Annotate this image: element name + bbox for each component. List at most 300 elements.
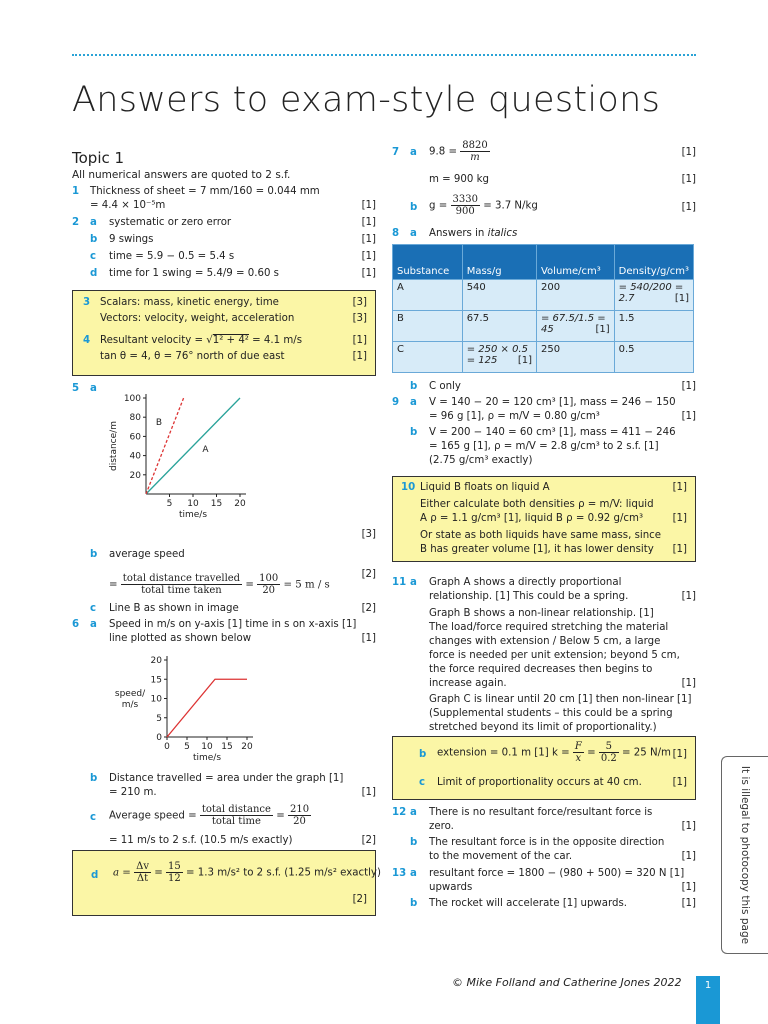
- x-tick-label: 15: [210, 499, 223, 509]
- q10-mark3: [1]: [672, 544, 687, 555]
- q8b-mark: [1]: [681, 381, 696, 392]
- q13b-row: [392, 897, 696, 911]
- q6d-a: a =: [113, 867, 131, 879]
- y-tick-label: 40: [129, 451, 141, 462]
- table-row: [393, 311, 694, 342]
- q11b-mark: [1]: [672, 749, 687, 760]
- q10-mark2: [1]: [672, 513, 687, 524]
- q10-row4: [401, 529, 687, 543]
- q9a-letter: a: [410, 397, 417, 408]
- q11b-equation: [437, 741, 671, 764]
- q11b-eq: =: [587, 747, 596, 759]
- q6d-frac-den: Δt: [136, 873, 149, 884]
- table-cell-value: = 540/200 = 2.7: [618, 282, 684, 304]
- q5b-equation-row: [72, 565, 376, 595]
- q11a-row7: [392, 677, 696, 691]
- q5b-frac-num: total distance travelled: [122, 573, 241, 584]
- q12-q13-block: [392, 806, 696, 911]
- q12b-text2: to the movement of the car.: [429, 851, 573, 862]
- table-cell-value: = 67.5/1.5 = 45: [540, 313, 606, 335]
- q11a-row10: [392, 721, 696, 735]
- q5-number: 5: [72, 383, 80, 394]
- y-tick-label: 100: [123, 394, 141, 404]
- q8b-row: [392, 380, 696, 394]
- table-cell-mark: [1]: [517, 355, 532, 366]
- q2b-row: [72, 233, 376, 247]
- q6c-equation: [109, 804, 311, 827]
- q9b-row3: [392, 454, 696, 468]
- table-cell-mark: [1]: [674, 293, 689, 304]
- q11a-block: [392, 576, 696, 735]
- q1-text2: = 4.4 × 10⁻⁵m: [90, 200, 166, 211]
- q7b-fraction: [451, 194, 480, 217]
- q6-number: 6: [72, 619, 80, 630]
- q11b-fraction2: [599, 741, 619, 764]
- table-cell: 200: [536, 280, 614, 311]
- q10-text1: Liquid B floats on liquid A: [420, 482, 550, 493]
- q9b-text1: V = 200 − 140 = 60 cm³ [1], mass = 411 − 246: [429, 427, 676, 438]
- q3-q4-box: [72, 290, 376, 376]
- q4-root: 1² + 4²: [212, 335, 249, 346]
- table-header: Volume/cm³: [536, 245, 614, 280]
- page-number: 1: [696, 976, 720, 1024]
- q5b-frac2-den: 20: [262, 585, 276, 596]
- q6b-row2: [72, 786, 376, 800]
- q10-row2: [401, 498, 687, 512]
- q12a-mark: [1]: [681, 821, 696, 832]
- q6d-letter: d: [91, 870, 99, 881]
- y-tick-label: 80: [129, 413, 141, 424]
- q9a-row: [392, 396, 696, 410]
- q11a-text: changes with extension / Below 5 cm, a large: [429, 636, 661, 647]
- q7b-equation: [429, 194, 538, 217]
- q5a-mark: [3]: [361, 529, 376, 540]
- q5c-row: [72, 602, 376, 616]
- distance-time-chart: [102, 390, 252, 522]
- q2d-row: [72, 267, 376, 281]
- y-tick-label: 10: [150, 694, 162, 705]
- q11a-text: force is needed per unit extension; beyond 5 cm,: [429, 650, 680, 661]
- q12b-mark: [1]: [681, 851, 696, 862]
- q11a-row1: [392, 590, 696, 604]
- q5b-mark: [2]: [361, 569, 376, 580]
- q7b-post: = 3.7 N/kg: [483, 200, 538, 212]
- y-tick-label: 20: [129, 470, 141, 481]
- y-tick-label: 20: [150, 656, 162, 666]
- speed-time-chart: [102, 652, 272, 770]
- q12b-text1: The resultant force is in the opposite direction: [429, 837, 665, 848]
- q1-number: 1: [72, 186, 80, 197]
- q11b-f1-den: x: [575, 753, 582, 764]
- q11c-mark: [1]: [672, 777, 687, 788]
- q2c-mark: [1]: [361, 251, 376, 262]
- side-tab: [721, 756, 768, 954]
- series-line-b: [146, 398, 184, 494]
- table-row: [393, 280, 694, 311]
- q6b-row: [72, 772, 376, 786]
- q7b-row: [392, 192, 696, 224]
- q12a-row: [392, 806, 696, 820]
- q6d-equation: [113, 861, 381, 884]
- q2c-text: time = 5.9 − 0.5 = 5.4 s: [109, 251, 235, 262]
- table-cell: 67.5: [462, 311, 536, 342]
- q7b-frac-den: 900: [455, 206, 475, 217]
- q7a-mark2: [1]: [681, 174, 696, 185]
- q12-number: 12: [392, 807, 407, 818]
- q11a-text: Graph B shows a non-linear relationship. [1]: [429, 608, 654, 619]
- q5b-equation: [109, 573, 330, 596]
- table-header: Mass/g: [462, 245, 536, 280]
- q11a-text: relationship. [1] This could be a spring.: [429, 591, 629, 602]
- q11a-letter: a: [410, 577, 417, 588]
- x-tick-label: 15: [221, 742, 233, 752]
- q10-text2: Either calculate both densities ρ = m/V: liquid: [420, 499, 654, 510]
- q6a-row: [72, 618, 376, 632]
- left-column: [72, 148, 376, 281]
- q13a-text2: upwards: [429, 882, 473, 893]
- q7b-letter: b: [410, 202, 418, 213]
- q8-number: 8: [392, 228, 400, 239]
- q9b-text2: = 165 g [1], ρ = m/V = 2.8 g/cm³ to 2 s.f. [1]: [429, 441, 659, 452]
- q2c-letter: c: [90, 251, 97, 262]
- q2a-letter: a: [90, 217, 97, 228]
- x-tick-label: 20: [241, 742, 253, 752]
- series-label: A: [202, 444, 209, 455]
- series-line-a: [146, 398, 240, 494]
- q6d-fraction: [134, 861, 151, 884]
- sqrt-symbol: √: [206, 335, 213, 346]
- q11b-pre: extension = 0.1 m [1] k =: [437, 747, 570, 759]
- q4-pre: Resultant velocity =: [100, 335, 203, 346]
- q1-text: Thickness of sheet = 7 mm/160 = 0.044 mm: [90, 186, 320, 197]
- q6d-mark: [2]: [352, 894, 367, 905]
- q5c-mark: [2]: [361, 603, 376, 614]
- q4-number: 4: [83, 335, 91, 346]
- q9b-row: [392, 426, 696, 440]
- q4-text1: [100, 334, 302, 348]
- y-axis-label: distance/m: [109, 421, 119, 471]
- q11c-text: Limit of proportionality occurs at 40 cm.: [437, 777, 642, 788]
- q6b-letter: b: [90, 773, 98, 784]
- q11b-letter: b: [419, 749, 427, 760]
- table-cell: C: [393, 342, 463, 373]
- q9b-row2: [392, 440, 696, 454]
- q6a-row2: [72, 632, 376, 646]
- q2d-text: time for 1 swing = 5.4/9 = 0.60 s: [109, 268, 279, 279]
- q13b-letter: b: [410, 898, 418, 909]
- q2c-row: [72, 250, 376, 264]
- x-axis-label: time/s: [192, 753, 222, 763]
- q12b-letter: b: [410, 837, 418, 848]
- q6c-frac-den: total time: [211, 816, 261, 827]
- q6d-box: [72, 850, 381, 916]
- q2a-text: systematic or zero error: [109, 217, 232, 228]
- q11a-row5: [392, 649, 696, 663]
- q10-text5: B has greater volume [1], it has lower density: [420, 544, 654, 555]
- q2b-mark: [1]: [361, 234, 376, 245]
- series-label: B: [155, 417, 163, 428]
- q5-rest: [72, 528, 376, 646]
- q12b-row: [392, 836, 696, 850]
- q13a-mark: [1]: [681, 882, 696, 893]
- q5c-text: Line B as shown in image: [109, 603, 239, 614]
- q7b-frac-num: 3330: [452, 194, 478, 205]
- q9a-text2: = 96 g [1], ρ = m/V = 0.80 g/cm³: [429, 411, 600, 422]
- q11a-mark1: [1]: [681, 591, 696, 602]
- table-cell: 1.5: [614, 311, 693, 342]
- q11a-row9: [392, 707, 696, 721]
- q13b-text: The rocket will accelerate [1] upwards.: [429, 898, 628, 909]
- q9b-text3: (2.75 g/cm³ exactly): [429, 455, 533, 466]
- q7a-row2: [392, 173, 696, 187]
- y-axis-label: speed/: [114, 689, 146, 699]
- q5b-row: [72, 548, 376, 562]
- table-cell: A: [393, 280, 463, 311]
- density-table: [392, 244, 694, 373]
- q10-mark1: [1]: [672, 482, 687, 493]
- q11a-row6: [392, 663, 696, 677]
- x-tick-label: 5: [166, 499, 173, 509]
- q11b-fraction: [573, 741, 584, 764]
- topic-intro: All numerical answers are quoted to 2 s.f.: [72, 169, 291, 181]
- right-column: [392, 140, 696, 241]
- q2b-letter: b: [90, 234, 98, 245]
- q8a-italic: italics: [487, 228, 518, 239]
- q6c-row2: [72, 834, 376, 848]
- q8a-letter: a: [410, 228, 417, 239]
- q5b-eq: =: [109, 579, 118, 591]
- q4-mark1: [1]: [352, 335, 367, 346]
- q6c-frac2-den: 20: [293, 816, 306, 827]
- q6c-frac2-num: 210: [290, 804, 310, 815]
- q8b-letter: b: [410, 381, 418, 392]
- q13a-row: [392, 867, 696, 881]
- copyright: © Mike Folland and Catherine Jones 2022: [452, 976, 682, 989]
- q12b-row2: [392, 850, 696, 864]
- q3-number: 3: [83, 297, 91, 308]
- q11a-text: Graph C is linear until 20 cm [1] then non-linear [1]: [429, 694, 692, 705]
- y-axis-label: m/s: [121, 700, 139, 710]
- q6c-fraction: [200, 804, 273, 827]
- q6b-text1: Distance travelled = area under the graph [1]: [109, 773, 344, 784]
- q7a-frac-den: m: [470, 152, 480, 163]
- q5b-letter: b: [90, 549, 98, 560]
- q4-row1: [83, 334, 367, 348]
- dotted-rule: [72, 54, 696, 56]
- q13a-row2: [392, 881, 696, 895]
- q8b-q9-block: [392, 380, 696, 468]
- q6b-mark: [1]: [361, 787, 376, 798]
- x-tick-label: 5: [184, 742, 190, 752]
- table-cell: [536, 311, 614, 342]
- q6c-frac-num: total distance: [201, 804, 271, 815]
- q7-number: 7: [392, 147, 400, 158]
- q11b-post: = 25 N/m: [622, 747, 671, 759]
- q7a-letter: a: [410, 147, 417, 158]
- q6d-frac2-den: 12: [168, 873, 181, 884]
- q6b-text2: = 210 m.: [109, 787, 157, 798]
- q13a-text1: resultant force = 1800 − (980 + 500) = 320 N [1]: [429, 868, 685, 879]
- q8a-pre: Answers in: [429, 228, 485, 239]
- q6c-eq: =: [276, 810, 285, 822]
- q7a-equation: [429, 140, 490, 163]
- q8a-text: [429, 227, 517, 241]
- q6d-frac2-num: 15: [168, 861, 181, 872]
- q11a-row2: [392, 607, 696, 621]
- q1-row: [72, 185, 376, 199]
- q2a-mark: [1]: [361, 217, 376, 228]
- q10-row1: [401, 481, 687, 495]
- q11-number: 11: [392, 577, 407, 588]
- q2-number: 2: [72, 217, 80, 228]
- q3-mark2: [3]: [352, 313, 367, 324]
- q12a-text1: There is no resultant force/resultant force is: [429, 807, 653, 818]
- q5b-fraction: [121, 573, 242, 596]
- q7a-fraction: [460, 140, 489, 163]
- q9-number: 9: [392, 397, 400, 408]
- q10-text3: A ρ = 1.1 g/cm³ [1], liquid B ρ = 0.92 g/cm³: [420, 513, 644, 524]
- q11c-letter: c: [419, 777, 426, 788]
- q5b-frac2-num: 100: [259, 573, 279, 584]
- q2a-row: [72, 216, 376, 230]
- q6c-text2: = 11 m/s to 2 s.f. (10.5 m/s exactly): [109, 835, 293, 846]
- q4-post: = 4.1 m/s: [252, 335, 303, 346]
- q11b-f2-den: 0.2: [600, 753, 617, 764]
- q1-mark: [1]: [361, 200, 376, 211]
- q5b-text: average speed: [109, 549, 185, 560]
- table-header: Density/g/cm³: [614, 245, 693, 280]
- q7a-row: [392, 140, 696, 172]
- q8b-text: C only: [429, 381, 461, 392]
- q12a-letter: a: [410, 807, 417, 818]
- q6d-frac-num: Δv: [136, 861, 149, 872]
- q11a-row0: [392, 576, 696, 590]
- q7b-mark: [1]: [681, 202, 696, 213]
- table-cell: [462, 342, 536, 373]
- q6a-text2: line plotted as shown below: [109, 633, 252, 644]
- table-cell-mark: [1]: [595, 324, 610, 335]
- q5b-result: = 5 m / s: [283, 579, 330, 591]
- q3-row2: [83, 312, 367, 326]
- q7a-text2: m = 900 kg: [429, 174, 489, 185]
- q11b-f1-num: F: [574, 741, 582, 752]
- q11a-text: Graph A shows a directly proportional: [429, 577, 622, 588]
- q2d-mark: [1]: [361, 268, 376, 279]
- q4-text2: tan θ = 4, θ = 76° north of due east: [100, 351, 285, 362]
- q11a-text: stretched beyond its limit of proportionality.): [429, 722, 657, 733]
- q3-row1: [83, 296, 367, 310]
- q6c-pre: Average speed =: [109, 810, 197, 822]
- q9a-mark: [1]: [681, 411, 696, 422]
- q10-row3: [401, 512, 687, 526]
- q2d-letter: d: [90, 268, 98, 279]
- y-tick-label: 5: [156, 713, 162, 724]
- table-cell: 540: [462, 280, 536, 311]
- q7a-mark: [1]: [681, 147, 696, 158]
- q13b-mark: [1]: [681, 898, 696, 909]
- q8a-row: [392, 227, 696, 241]
- q6c-mark: [2]: [361, 835, 376, 846]
- q10-row5: [401, 543, 687, 557]
- q11a-text: (Supplemental students – this could be a spring: [429, 708, 673, 719]
- q11b-f2-num: 5: [599, 741, 619, 753]
- side-tab-text: It is illegal to photocopy this page: [739, 765, 751, 945]
- q9a-text1: V = 140 − 20 = 120 cm³ [1], mass = 246 − 150: [429, 397, 676, 408]
- table-cell: [614, 280, 693, 311]
- q10-box: [392, 476, 696, 562]
- q3-text2: Vectors: velocity, weight, acceleration: [100, 313, 295, 324]
- q6d-fraction2: [166, 861, 183, 884]
- x-tick-label: 10: [187, 499, 199, 509]
- q7a-frac-num: 8820: [462, 140, 488, 151]
- q12a-row2: [392, 820, 696, 834]
- y-tick-label: 0: [156, 733, 162, 743]
- q10-number: 10: [401, 482, 416, 493]
- table-row: [393, 342, 694, 373]
- x-tick-label: 0: [164, 742, 170, 752]
- q5a-letter: a: [90, 383, 97, 394]
- q6c-row: [72, 802, 376, 832]
- q11a-text: The load/force required stretching the material: [429, 622, 669, 633]
- y-tick-label: 60: [129, 432, 141, 443]
- q6-rest: [72, 772, 376, 848]
- q1-row2: [72, 199, 376, 213]
- table-header-row: [393, 245, 694, 280]
- q10-text4: Or state as both liquids have same mass, since: [420, 530, 662, 541]
- q11a-row3: [392, 621, 696, 635]
- series-line-speed: [167, 679, 247, 737]
- q6a-letter: a: [90, 619, 97, 630]
- q4-mark2: [1]: [352, 351, 367, 362]
- q6c-fraction2: [288, 804, 311, 827]
- q3-mark1: [3]: [352, 297, 367, 308]
- q2b-text: 9 swings: [109, 234, 154, 245]
- q13-number: 13: [392, 868, 407, 879]
- q6c-letter: c: [90, 812, 97, 823]
- table-cell-value: = 250 × 0.5 = 125: [466, 344, 528, 366]
- q4-row2: [83, 350, 367, 364]
- q5c-letter: c: [90, 603, 97, 614]
- q13a-letter: a: [410, 868, 417, 879]
- q11a-text: increase again.: [429, 678, 507, 689]
- q6d-eq: =: [154, 867, 163, 879]
- q9a-row2: [392, 410, 696, 424]
- topic-heading: Topic 1: [72, 149, 125, 167]
- q11a-row4: [392, 635, 696, 649]
- q11bc-box: [392, 736, 696, 800]
- q5a-mark-row: [72, 528, 376, 542]
- x-tick-label: 20: [234, 499, 246, 509]
- q7a-pre: 9.8 =: [429, 146, 457, 158]
- q12a-text2: zero.: [429, 821, 454, 832]
- q11a-text: the force required decreases then begins to: [429, 664, 653, 675]
- q7b-pre: g =: [429, 200, 448, 212]
- q6a-mark: [1]: [361, 633, 376, 644]
- q11a-mark2: [1]: [681, 678, 696, 689]
- q5b-eq2: =: [245, 579, 254, 591]
- q11a-row8: [392, 693, 696, 707]
- table-cell: B: [393, 311, 463, 342]
- q6d-post: = 1.3 m/s² to 2 s.f. (1.25 m/s² exactly): [186, 867, 381, 879]
- q6a-text1: Speed in m/s on y-axis [1] time in s on x-axis [1]: [109, 619, 357, 630]
- page-title: Answers to exam-style questions: [72, 80, 661, 120]
- y-tick-label: 15: [150, 675, 162, 686]
- q3-text1: Scalars: mass, kinetic energy, time: [100, 297, 279, 308]
- x-axis-label: time/s: [178, 510, 208, 520]
- x-tick-label: 10: [201, 742, 213, 752]
- density-table-wrap: [392, 244, 696, 373]
- table-header: Substance: [393, 245, 463, 280]
